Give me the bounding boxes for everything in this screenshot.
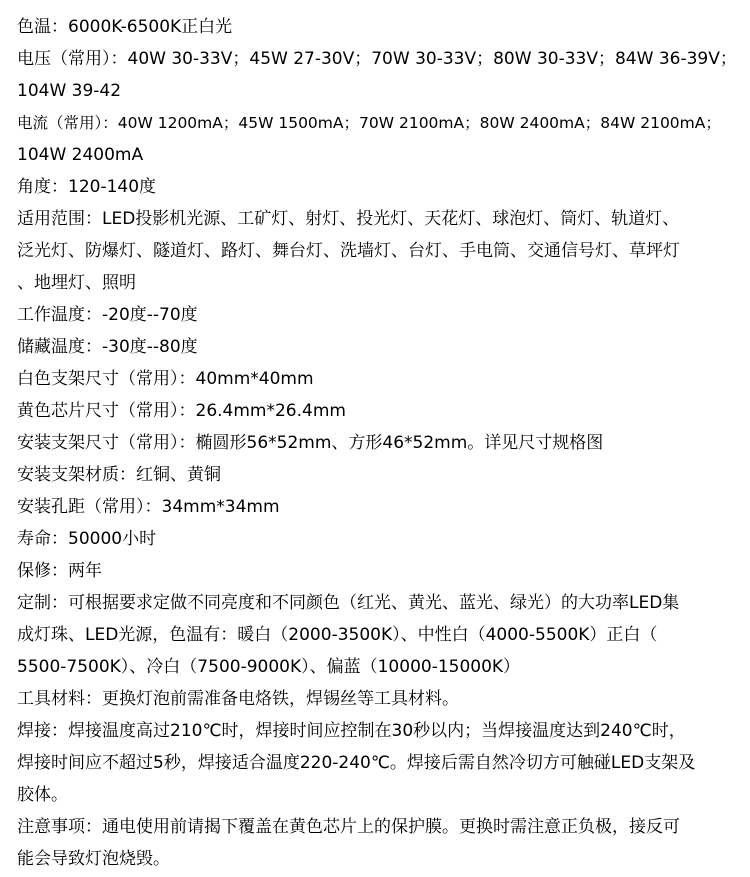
spec-line-customization-end: 5500-7500K）、冷白（7500-9000K）、偏蓝（10000-15000K） (17, 657, 521, 677)
spec-line-white-bracket-size: 白色支架尺寸（常用）：40mm*40mm (17, 369, 314, 389)
spec-line-applications-end: 、地埋灯、照明 (17, 273, 136, 293)
spec-line-yellow-chip-size: 黄色芯片尺寸（常用）：26.4mm*26.4mm (17, 401, 346, 421)
spec-line-current-cont: 104W 2400mA (17, 145, 144, 165)
spec-line-hole-spacing: 安装孔距（常用）：34mm*34mm (17, 497, 280, 517)
spec-line-operating-temp: 工作温度：-20度--70度 (17, 305, 198, 325)
spec-line-notes-end: 能会导致灯泡烧毁。 (17, 849, 170, 869)
spec-line-soldering: 焊接：焊接温度高过210℃时，焊接时间应控制在30秒以内；当焊接温度达到240℃时， (17, 721, 686, 741)
spec-line-notes: 注意事项：通电使用前请揭下覆盖在黄色芯片上的保护膜。更换时需注意正负极，接反可 (17, 817, 680, 837)
spec-line-soldering-end: 胶体。 (17, 785, 68, 805)
spec-line-angle: 角度：120-140度 (17, 177, 157, 197)
spec-line-customization-cont: 成灯珠、LED光源，色温有：暖白（2000-3500K）、中性白（4000-5500K）正白（ (17, 625, 658, 645)
spec-line-applications: 适用范围：LED投影机光源、工矿灯、射灯、投光灯、天花灯、球泡灯、筒灯、轨道灯、 (17, 209, 680, 229)
spec-line-tools: 工具材料：更换灯泡前需准备电烙铁，焊锡丝等工具材料。 (17, 689, 459, 709)
spec-line-applications-cont: 泛光灯、防爆灯、隧道灯、路灯、舞台灯、洗墙灯、台灯、手电筒、交通信号灯、草坪灯 (17, 241, 680, 261)
spec-line-warranty: 保修：两年 (17, 561, 102, 581)
spec-line-customization: 定制：可根据要求定做不同亮度和不同颜色（红光、黄光、蓝光、绿光）的大功率LED集 (17, 593, 680, 613)
spec-line-bracket-material: 安装支架材质：红铜、黄铜 (17, 465, 221, 485)
spec-line-mount-bracket-size: 安装支架尺寸（常用）：椭圆形56*52mm、方形46*52mm。详见尺寸规格图 (17, 433, 604, 453)
spec-line-storage-temp: 储藏温度：-30度--80度 (17, 337, 198, 357)
spec-line-voltage-cont: 104W 39-42 (17, 81, 122, 101)
spec-line-soldering-cont: 焊接时间应不超过5秒，焊接适合温度220-240℃。焊接后需自然冷切方可触碰LED支架及 (17, 753, 696, 773)
spec-line-color-temperature: 色温：6000K-6500K正白光 (17, 17, 233, 37)
spec-line-current: 电流（常用）：40W 1200mA；45W 1500mA；70W 2100mA；80W 2400mA；84W 2100mA； (17, 114, 721, 132)
spec-line-lifespan: 寿命：50000小时 (17, 529, 157, 549)
spec-line-voltage: 电压（常用）：40W 30-33V；45W 27-30V；70W 30-33V；80W 30-33V；84W 36-39V； (17, 49, 737, 69)
